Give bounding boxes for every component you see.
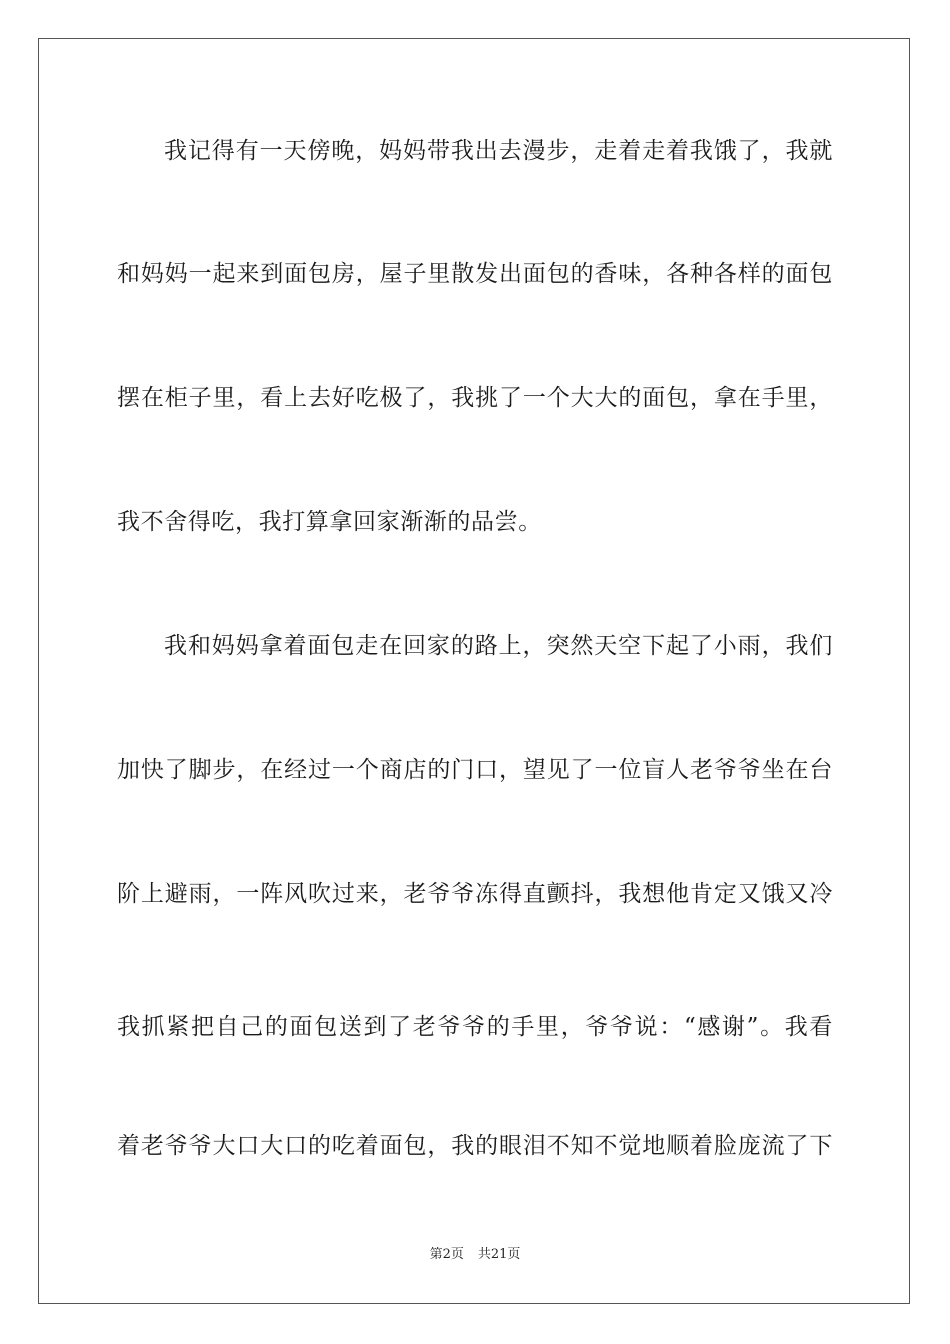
paragraph-line: 我记得有一天傍晚，妈妈带我出去漫步，走着走着我饿了，我就 — [164, 138, 833, 164]
paragraph-line: 阶上避雨，一阵风吹过来，老爷爷冻得直颤抖，我想他肯定又饿又冷 — [117, 881, 833, 907]
paragraph-line: 加快了脚步，在经过一个商店的门口，望见了一位盲人老爷爷坐在台 — [117, 757, 833, 783]
page-border — [38, 38, 910, 1304]
paragraph-line: 我抓紧把自己的面包送到了老爷爷的手里，爷爷说：“感谢”。我看 — [117, 1014, 833, 1040]
page-total: 共21页 — [477, 1247, 521, 1262]
paragraph-line: 摆在柜子里，看上去好吃极了，我挑了一个大大的面包，拿在手里， — [117, 385, 833, 411]
paragraph-line: 和妈妈一起来到面包房，屋子里散发出面包的香味，各种各样的面包 — [117, 261, 833, 287]
paragraph-line: 着老爷爷大口大口的吃着面包，我的眼泪不知不觉地顺着脸庞流了下 — [117, 1133, 833, 1159]
paragraph-line: 我和妈妈拿着面包走在回家的路上，突然天空下起了小雨，我们 — [164, 633, 833, 659]
page-number: 第2页 — [429, 1247, 464, 1262]
paragraph-line: 我不舍得吃，我打算拿回家渐渐的品尝。 — [117, 509, 542, 535]
page-footer — [0, 1246, 950, 1264]
